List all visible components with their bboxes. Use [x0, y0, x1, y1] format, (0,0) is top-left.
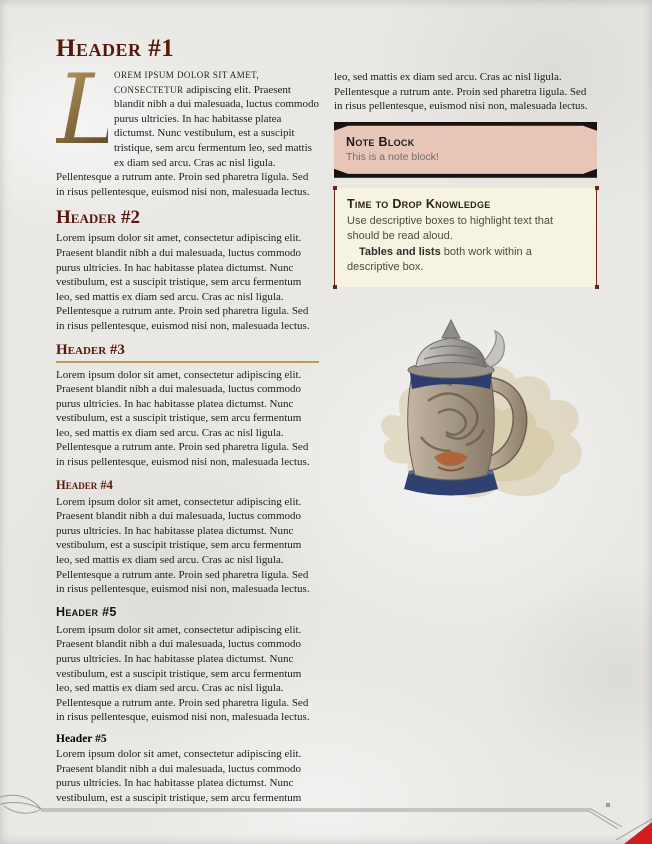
- intro-lead-caps: OREM IPSUM DOLOR SIT AMET, CONSECTETUR: [114, 70, 260, 95]
- section-header-6: Header #5: [56, 732, 107, 745]
- section-header-2: Header #2: [56, 207, 141, 229]
- note-top-bar: [334, 122, 597, 131]
- footer-flourish: [0, 788, 652, 844]
- right-column: [334, 36, 597, 813]
- lid-finial: [442, 320, 460, 338]
- beer-stein-illustration: [346, 317, 596, 512]
- leaf-bottom-curve: [4, 806, 41, 813]
- truncated-paragraph: Lorem ipsum dolor sit amet, consectetur adipiscing elit. Praesent blandit nibh a dui malesuada, luctus commodo purus ultricies. In hac habitasse platea dictumst. Nunc vestibulum, est a suscipit tristique, sem arcu fermentum: [56, 747, 302, 804]
- descriptive-box-text: Use descriptive boxes to highlight text that should be read aloud.: [347, 214, 554, 243]
- descriptive-box-bold: Tables and lists: [359, 245, 441, 258]
- continuation-paragraph: leo, sed mattis ex diam sed arcu. Cras ac nisl ligula. Pellentesque a rutrum ante. Proin sed pharetra ligula. Sed in risus pellentesque, euismod nisi non, malesuada lectus.: [334, 71, 588, 113]
- paragraph: Lorem ipsum dolor sit amet, consectetur adipiscing elit. Praesent blandit nibh a dui malesuada, luctus commodo purus ultricies. In hac habitasse platea dictumst. Nunc vestibulum, est a suscipit tristique, sem arcu fermentum leo, sed mattis ex diam sed arcu. Cras ac nisl ligula. Pellentesque a rutrum ante. Proin sed pharetra ligula. Sed in risus pellentesque, euismod nisi non, malesuada lectus.: [56, 232, 310, 332]
- footer-line-2: [41, 811, 618, 829]
- paragraph: Lorem ipsum dolor sit amet, consectetur adipiscing elit. Praesent blandit nibh a dui malesuada, luctus commodo purus ultricies. In hac habitasse platea dictumst. Nunc vestibulum, est a suscipit tristique, sem arcu fermentum leo, sed mattis ex diam sed arcu. Cras ac nisl ligula. Pellentesque a rutrum ante. Proin sed pharetra ligula. Sed in risus pellentesque, euismod nisi non, malesuada lectus.: [56, 623, 310, 724]
- descriptive-box-rest: both work within a descriptive box.: [347, 245, 532, 274]
- two-column-layout: [56, 36, 597, 813]
- corner-dot: [333, 186, 337, 190]
- note-block: [334, 122, 597, 178]
- note-body: This is a note block!: [346, 150, 439, 163]
- stein-lid: [416, 338, 486, 367]
- descriptive-box-title: Time to Drop Knowledge: [347, 196, 491, 211]
- corner-dot: [333, 285, 337, 289]
- left-column: [56, 36, 319, 813]
- note-title: Note Block: [346, 134, 415, 149]
- paragraph: Lorem ipsum dolor sit amet, consectetur adipiscing elit. Praesent blandit nibh a dui malesuada, luctus commodo purus ultricies. In hac habitasse platea dictumst. Nunc vestibulum, est a suscipit tristique, sem arcu fermentum leo, sed mattis ex diam sed arcu. Cras ac nisl ligula. Pellentesque a rutrum ante. Proin sed pharetra ligula. Sed in risus pellentesque, euismod nisi non, malesuada lectus.: [56, 368, 310, 469]
- footer-line-1: [41, 809, 622, 827]
- corner-dot: [595, 186, 599, 190]
- descriptive-box-text-2: [347, 245, 584, 276]
- section-header-1: Header #1: [56, 35, 175, 62]
- section-header-3: Header #3: [56, 342, 319, 363]
- descriptive-box: [334, 188, 597, 287]
- corner-dot: [595, 285, 599, 289]
- lid-thumb-lever: [484, 331, 504, 367]
- drop-cap: L: [56, 54, 120, 166]
- section-header-4: Header #4: [56, 477, 113, 492]
- intro-paragraph: [56, 54, 319, 199]
- stein-image: [346, 317, 597, 517]
- paragraph: Lorem ipsum dolor sit amet, consectetur adipiscing elit. Praesent blandit nibh a dui malesuada, luctus commodo purus ultricies. In hac habitasse platea dictumst. Nunc vestibulum, est a suscipit tristique, sem arcu fermentum leo, sed mattis ex diam sed arcu. Cras ac nisl ligula. Pellentesque a rutrum ante. Proin sed pharetra ligula. Sed in risus pellentesque, euismod nisi non, malesuada lectus.: [56, 495, 310, 596]
- footer-square-dot: [606, 803, 610, 807]
- intro-body-text: adipiscing elit. Praesent blandit nibh a dui malesuada, luctus commodo purus ultricies. In hac habitasse platea dictumst. Nunc vestibulum, est a suscipit tristique, sem arcu fermentum leo, sed mattis ex diam sed arcu. Cras ac nisl ligula. Pellentesque a rutrum ante. Proin sed pharetra ligula. Sed in risus pellentesque, euismod nisi non, malesuada lectus.: [56, 83, 319, 198]
- section-header-5: Header #5: [56, 604, 117, 619]
- note-bottom-bar: [334, 169, 597, 178]
